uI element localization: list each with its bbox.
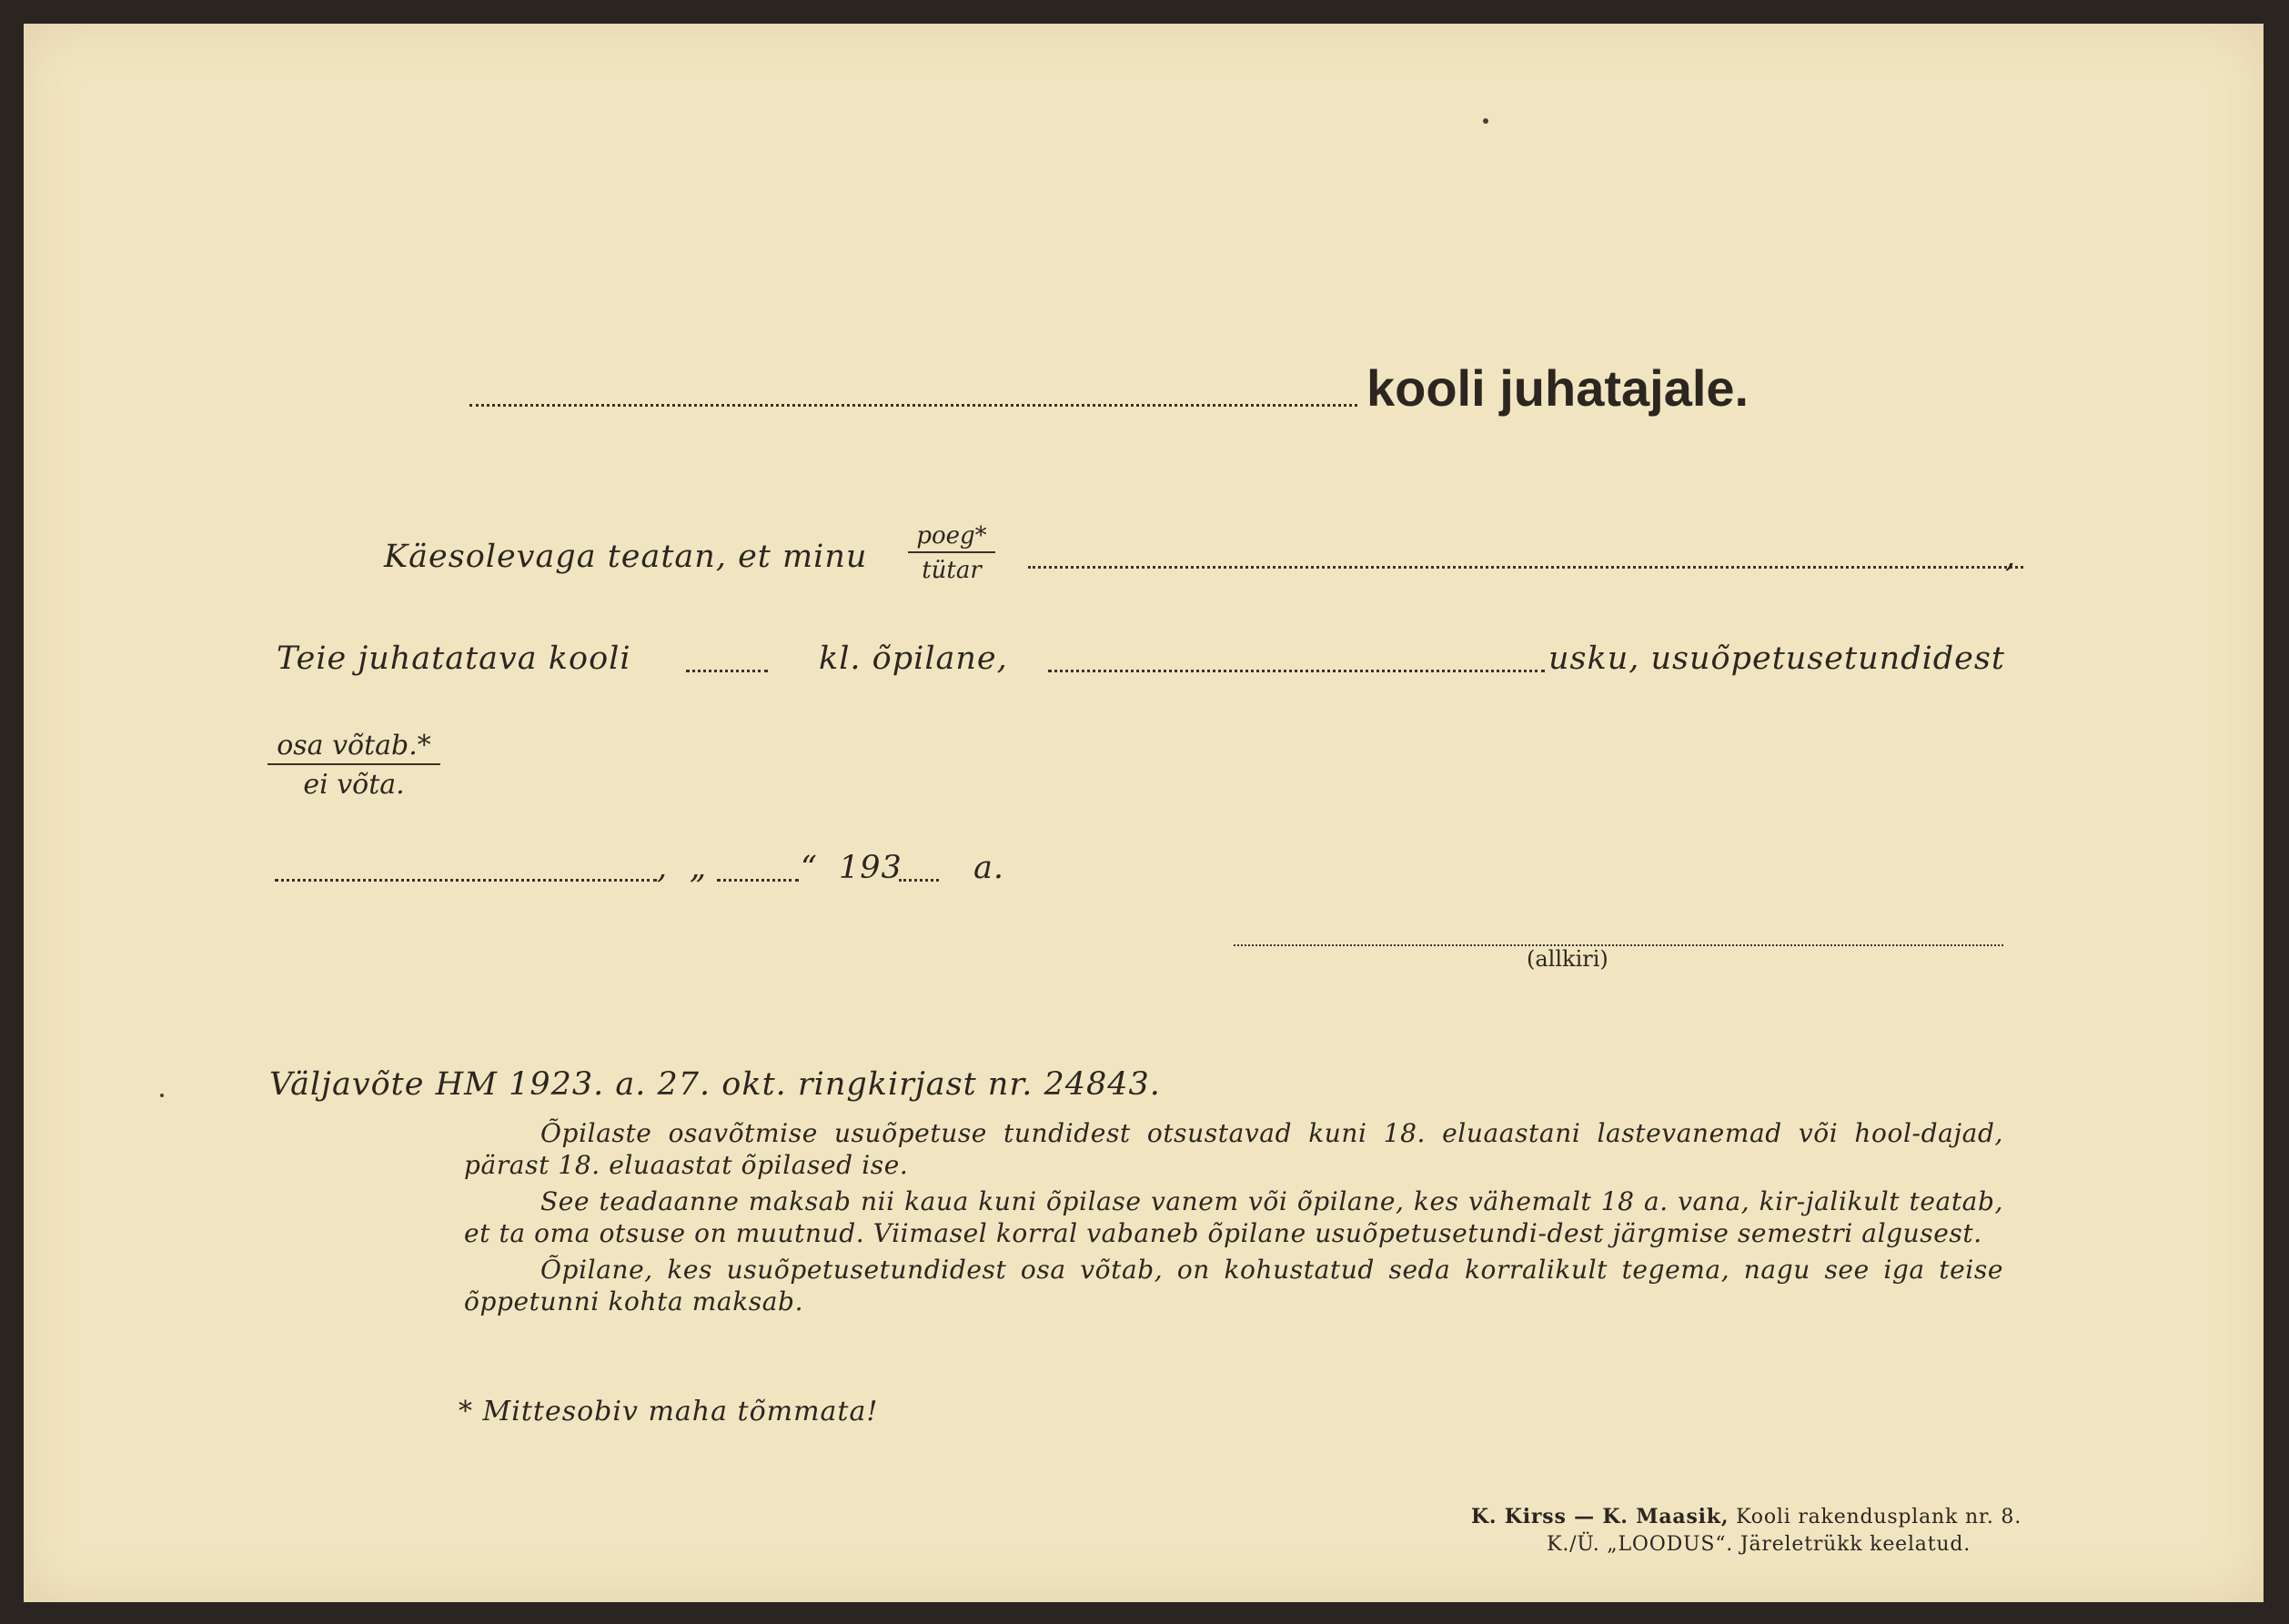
footer-line-2 [1279, 1531, 2022, 1558]
choice-not-take-part: ei võta. [303, 769, 405, 801]
paper-speck [160, 1094, 164, 1097]
year-prefix: 193 [839, 850, 902, 886]
strike-note: * Mittesobiv maha tõmmata! [459, 1396, 879, 1427]
footer-line-1 [1279, 1503, 2022, 1531]
footer-authors: K. Kirss — K. Maasik, [1470, 1505, 1729, 1528]
footer-publisher: K./Ü. „LOODUS“. [1547, 1533, 1734, 1556]
choice-son: poeg* [916, 522, 987, 550]
date-comma: , [657, 850, 669, 886]
paper-speck [1483, 118, 1488, 124]
notice-intro-text: Käesolevaga teatan, et minu [384, 539, 868, 575]
extract-paragraph: Õpilane, kes usuõpetusetundidest osa võtab, on kohustatud seda korralikult tegema, nagu see iga teise õppetunni kohta maksab. [464, 1255, 2003, 1316]
printer-credit [1279, 1503, 2022, 1558]
son-daughter-choice[interactable] [908, 522, 995, 584]
fraction-bar [267, 763, 440, 765]
line1-comma: , [2005, 539, 2017, 575]
page-title: kooli juhatajale. [1366, 359, 1750, 417]
school-name-blank[interactable] [469, 404, 1357, 407]
year-suffix: a. [973, 850, 1004, 886]
day-month-blank[interactable] [717, 879, 799, 882]
extract-body [464, 1117, 2003, 1322]
place-blank[interactable] [275, 879, 657, 882]
footer-reprint: Järeletrükk keelatud. [1739, 1533, 1971, 1556]
choice-takes-part: osa võtab.* [277, 730, 431, 762]
signature-label: (allkiri) [1527, 946, 1608, 972]
extract-title: Väljavõte HM 1923. a. 27. okt. ringkirjast nr. 24843. [269, 1066, 1161, 1103]
extract-paragraph: Õpilaste osavõtmise usuõpetuse tundidest otsustavad kuni 18. eluaastani lastevanemad või hool-dajad, pärast 18. eluaastat õpilased ise. [464, 1118, 2003, 1180]
class-blank[interactable] [686, 670, 768, 672]
choice-daughter: tütar [922, 557, 982, 584]
child-name-blank[interactable] [1028, 566, 2023, 569]
date-quote-open: „ [690, 850, 708, 886]
form-page [24, 24, 2264, 1602]
religion-text: usku, usuõpetusetundidest [1548, 641, 2005, 677]
year-blank[interactable] [899, 879, 939, 882]
signature-blank[interactable] [1234, 944, 2003, 946]
footer-plank: Kooli rakendusplank nr. 8. [1736, 1506, 2022, 1528]
extract-paragraph: See teadaanne maksab nii kaua kuni õpilase vanem või õpilane, kes vähemalt 18 a. vana, kir-jalikult teatab, et ta oma otsuse on muutnud. Viimasel korral vabaneb õpilane usuõpetusetundi-dest järgmise semestri algusest. [464, 1186, 2003, 1248]
religion-blank[interactable] [1048, 670, 1545, 672]
class-pupil-text: kl. õpilane, [819, 641, 1008, 677]
fraction-bar [908, 551, 995, 553]
date-quote-close: “ [801, 850, 818, 886]
participation-choice[interactable] [267, 730, 440, 801]
school-text: Teie juhatatava kooli [277, 641, 631, 677]
